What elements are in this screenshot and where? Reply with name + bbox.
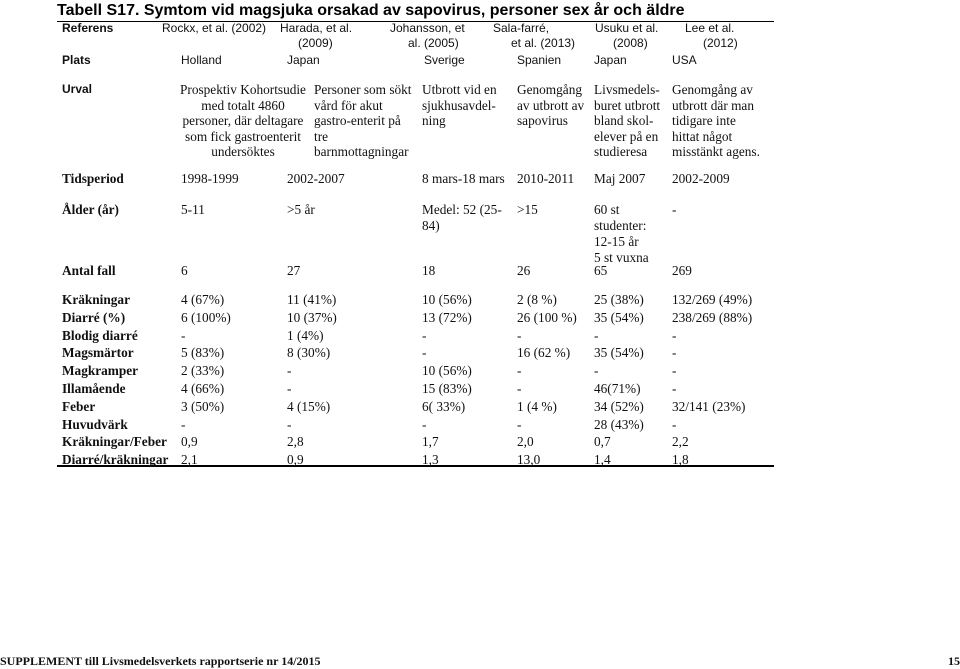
symptom-cell: -: [672, 416, 677, 432]
symptom-cell: -: [287, 381, 292, 396]
symptom-label: Magkramper: [62, 363, 139, 379]
reference-header-3: Johansson, et: [390, 21, 465, 35]
antal-cell: 6: [181, 263, 188, 278]
urval-cell-3: sjukhusavdel-: [422, 97, 496, 113]
place-cell: Japan: [287, 53, 320, 67]
symptom-cell: 16 (62 %): [517, 345, 571, 361]
symptom-cell: 132/269 (49%): [672, 292, 753, 307]
symptom-cell: 0,9: [287, 452, 304, 468]
urval-cell-3: Utbrott vid en: [422, 82, 497, 97]
symptom-cell: 8 (30%): [287, 345, 331, 361]
urval-cell-1: personer, där deltagare: [182, 113, 304, 128]
symptom-label: Magsmärtor: [62, 345, 134, 361]
symptom-cell: -: [422, 416, 427, 432]
reference-header-6: (2012): [703, 36, 738, 50]
symptom-cell: -: [517, 363, 522, 379]
symptom-cell: -: [422, 327, 427, 343]
symptom-cell: 1,3: [422, 452, 439, 468]
urval-cell-6: hittat något: [672, 128, 733, 144]
urval-cell-5: studieresa: [594, 144, 648, 159]
symptom-cell: 10 (37%): [287, 309, 337, 325]
urval-cell-2: vård för akut: [314, 97, 383, 113]
symptom-label: Kräkningar/Feber: [62, 434, 167, 450]
alder-label: Ålder (år): [62, 202, 119, 217]
urval-cell-1: undersöktes: [211, 144, 275, 159]
symptom-label: Kräkningar: [62, 292, 130, 307]
alder-cell: -: [672, 202, 677, 217]
symptom-cell: -: [672, 345, 677, 361]
place-cell: Spanien: [517, 53, 562, 67]
symptom-cell: 4 (67%): [181, 292, 225, 307]
antal-cell: 269: [672, 263, 692, 278]
symptom-cell: 2,1: [181, 452, 198, 468]
reference-header-5: Usuku et al.: [595, 21, 659, 35]
urval-cell-6: tidigare inte: [672, 113, 736, 128]
symptom-cell: 10 (56%): [422, 292, 472, 307]
alder-cell: 84): [422, 218, 440, 233]
table-title: Tabell S17. Symtom vid magsjuka orsakad av sapovirus, personer sex år och äldre: [57, 2, 685, 19]
antal-cell: 18: [422, 263, 436, 278]
alder-cell: >15: [517, 202, 538, 217]
antal-cell: 27: [287, 263, 301, 278]
tidsperiod-cell: 8 mars-18 mars: [422, 171, 505, 186]
urval-cell-4: Genomgång: [517, 82, 582, 97]
urval-cell-6: misstänkt agens.: [672, 144, 760, 159]
symptom-cell: -: [517, 381, 522, 396]
symptom-cell: 1,4: [594, 452, 611, 468]
symptom-cell: -: [594, 327, 599, 343]
alder-cell: 60 st: [594, 202, 620, 217]
symptom-cell: 26 (100 %): [517, 309, 577, 325]
urval-cell-2: barnmottagningar: [314, 144, 409, 159]
reference-header-2: (2009): [298, 36, 333, 50]
reference-header-6: Lee et al.: [685, 21, 735, 35]
alder-cell: studenter:: [594, 218, 647, 233]
antal-cell: 65: [594, 263, 608, 278]
urval-cell-2: Personer som sökt: [314, 82, 412, 97]
tidsperiod-cell: Maj 2007: [594, 171, 646, 186]
symptom-cell: -: [181, 416, 186, 432]
symptom-cell: 2 (33%): [181, 363, 225, 379]
symptom-cell: 11 (41%): [287, 292, 337, 307]
symptom-cell: 25 (38%): [594, 292, 644, 307]
plats-label: Plats: [62, 53, 91, 67]
symptom-cell: 238/269 (88%): [672, 309, 753, 325]
symptom-cell: 2,8: [287, 434, 304, 450]
symptom-cell: 2,2: [672, 434, 689, 450]
referens-label: Referens: [62, 21, 114, 35]
symptom-cell: -: [594, 363, 599, 379]
symptom-cell: 0,9: [181, 434, 198, 450]
symptom-cell: 6 (100%): [181, 309, 231, 325]
symptom-label: Illamående: [62, 381, 126, 396]
place-cell: Japan: [594, 53, 627, 67]
reference-header-5: (2008): [613, 36, 648, 50]
antal-label: Antal fall: [62, 263, 116, 278]
reference-header-2: Harada, et al.: [280, 21, 353, 35]
symptom-cell: -: [422, 345, 427, 361]
symptom-cell: 46(71%): [594, 381, 641, 396]
symptom-cell: -: [672, 381, 677, 396]
symptom-cell: 35 (54%): [594, 309, 644, 325]
symptom-cell: 1 (4 %): [517, 398, 557, 414]
urval-cell-6: utbrott där man: [672, 97, 754, 113]
symptom-cell: 1,7: [422, 434, 439, 450]
alder-cell: 5 st vuxna: [594, 250, 649, 265]
urval-cell-2: tre: [314, 128, 329, 144]
tidsperiod-cell: 2010-2011: [517, 171, 575, 186]
symptom-cell: 34 (52%): [594, 398, 644, 414]
alder-cell: >5 år: [287, 202, 315, 217]
urval-cell-1: Prospektiv Kohortsudie: [180, 82, 306, 97]
symptom-cell: -: [287, 416, 292, 432]
symptom-cell: 2,0: [517, 434, 534, 450]
urval-cell-6: Genomgång av: [672, 82, 753, 97]
footer-text: SUPPLEMENT till Livsmedelsverkets rapportserie nr 14/2015: [0, 654, 321, 668]
symptom-cell: 32/141 (23%): [672, 398, 746, 414]
symptom-cell: -: [517, 416, 522, 432]
symptom-cell: -: [672, 363, 677, 379]
symptom-cell: 1 (4%): [287, 327, 324, 343]
symptom-cell: 3 (50%): [181, 398, 225, 414]
symptom-cell: -: [517, 327, 522, 343]
tidsperiod-cell: 1998-1999: [181, 171, 239, 186]
symptom-cell: 4 (15%): [287, 398, 331, 414]
place-cell: USA: [672, 53, 697, 67]
symptom-cell: 4 (66%): [181, 381, 225, 396]
symptom-cell: 35 (54%): [594, 345, 644, 361]
symptom-label: Diarré/kräkningar: [62, 452, 169, 468]
urval-cell-1: som fick gastroenterit: [185, 128, 301, 144]
reference-header-3: al. (2005): [408, 36, 459, 50]
place-cell: Sverige: [424, 53, 465, 67]
urval-cell-1: med totalt 4860: [201, 97, 285, 113]
urval-cell-2: gastro-enterit på: [314, 113, 401, 128]
urval-cell-4: sapovirus: [517, 113, 568, 128]
reference-header-1: Rockx, et al. (2002): [162, 21, 267, 35]
symptom-cell: -: [672, 327, 677, 343]
symptom-cell: -: [287, 363, 292, 379]
reference-header-4: Sala-farré,: [493, 21, 550, 35]
symptom-label: Blodig diarré: [62, 327, 138, 343]
tidsperiod-label: Tidsperiod: [62, 171, 124, 186]
urval-label: Urval: [62, 82, 93, 96]
urval-cell-5: elever på en: [594, 128, 659, 144]
reference-header-4: et al. (2013): [511, 36, 576, 50]
urval-cell-5: bland skol-: [594, 113, 654, 128]
symptom-label: Feber: [62, 398, 96, 414]
alder-cell: 12-15 år: [594, 234, 639, 249]
urval-cell-3: ning: [422, 113, 446, 128]
symptom-cell: 13,0: [517, 452, 541, 468]
symptom-cell: 13 (72%): [422, 309, 472, 325]
symptom-cell: -: [181, 327, 186, 343]
symptom-cell: 5 (83%): [181, 345, 225, 361]
symptom-cell: 1,8: [672, 452, 689, 468]
urval-cell-5: buret utbrott: [594, 97, 661, 113]
symptom-label: Huvudvärk: [62, 416, 128, 432]
symptom-cell: 6( 33%): [422, 398, 466, 414]
symptom-label: Diarré (%): [62, 309, 126, 325]
place-cell: Holland: [181, 53, 222, 67]
page-number: 15: [948, 654, 960, 668]
symptom-cell: 10 (56%): [422, 363, 472, 379]
tidsperiod-cell: 2002-2007: [287, 171, 345, 186]
alder-cell: 5-11: [181, 202, 205, 217]
symptom-cell: 2 (8 %): [517, 292, 557, 307]
tidsperiod-cell: 2002-2009: [672, 171, 730, 186]
symptom-cell: 28 (43%): [594, 416, 644, 432]
urval-cell-4: av utbrott av: [517, 97, 585, 113]
symptom-cell: 15 (83%): [422, 381, 472, 396]
urval-cell-5: Livsmedels-: [594, 82, 660, 97]
alder-cell: Medel: 52 (25-: [422, 202, 502, 217]
antal-cell: 26: [517, 263, 531, 278]
symptom-cell: 0,7: [594, 434, 611, 450]
